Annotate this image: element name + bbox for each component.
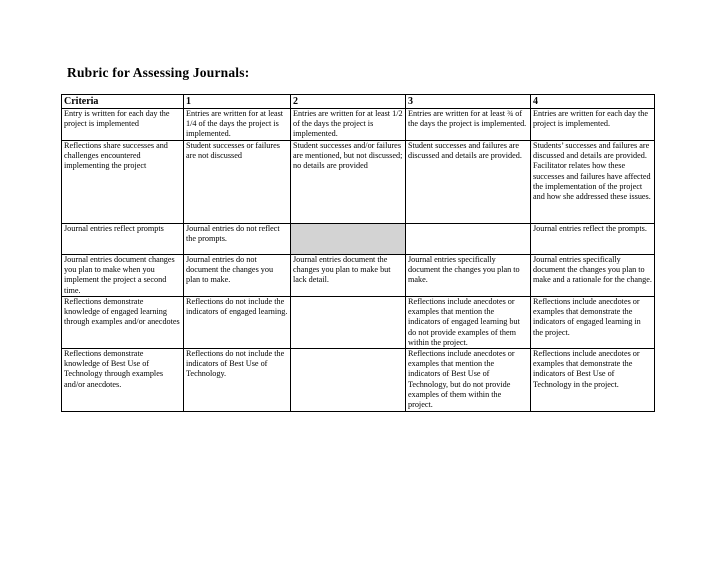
score-3-cell <box>406 224 531 255</box>
criteria-cell: Entry is written for each day the project is implemented <box>62 109 184 141</box>
score-4-cell: Reflections include anecdotes or examples that demonstrate the indicators of Best Use of Technology in the project. <box>531 349 655 412</box>
score-2-cell: Entries are written for at least 1/2 of the days the project is implemented. <box>291 109 406 141</box>
score-3-cell: Student successes and failures are discussed and details are provided. <box>406 141 531 224</box>
header-score-4: 4 <box>531 95 655 109</box>
score-2-cell-shaded <box>291 224 406 255</box>
header-criteria: Criteria <box>62 95 184 109</box>
document-title: Rubric for Assessing Journals: <box>67 65 250 80</box>
score-1-cell: Student successes or failures are not discussed <box>184 141 291 224</box>
score-3-cell: Entries are written for at least ¾ of the days the project is implemented. <box>406 109 531 141</box>
score-4-cell: Entries are written for each day the project is implemented. <box>531 109 655 141</box>
score-4-cell: Journal entries reflect the prompts. <box>531 224 655 255</box>
table-row <box>62 349 655 412</box>
table-row <box>62 109 655 141</box>
table-row <box>62 255 655 297</box>
table-row <box>62 141 655 224</box>
score-1-cell: Reflections do not include the indicators of Best Use of Technology. <box>184 349 291 412</box>
score-1-cell: Journal entries do not document the changes you plan to make. <box>184 255 291 297</box>
rubric-table <box>61 94 655 412</box>
score-4-cell: Reflections include anecdotes or examples that demonstrate the indicators of engaged learning in the project. <box>531 297 655 349</box>
criteria-cell: Reflections demonstrate knowledge of engaged learning through examples and/or anecdotes <box>62 297 184 349</box>
header-score-2: 2 <box>291 95 406 109</box>
score-3-cell: Reflections include anecdotes or examples that mention the indicators of Best Use of Technology, but do not provide examples of them within the project. <box>406 349 531 412</box>
table-header-row <box>62 95 655 109</box>
table-row <box>62 224 655 255</box>
criteria-cell: Journal entries reflect prompts <box>62 224 184 255</box>
criteria-cell: Reflections share successes and challenges encountered implementing the project <box>62 141 184 224</box>
header-score-1: 1 <box>184 95 291 109</box>
table-row <box>62 297 655 349</box>
score-1-cell: Entries are written for at least 1/4 of the days the project is implemented. <box>184 109 291 141</box>
score-1-cell: Journal entries do not reflect the prompts. <box>184 224 291 255</box>
score-4-cell: Journal entries specifically document the changes you plan to make and a rationale for the change. <box>531 255 655 297</box>
criteria-cell: Journal entries document changes you plan to make when you implement the project a second time. <box>62 255 184 297</box>
score-1-cell: Reflections do not include the indicators of engaged learning. <box>184 297 291 349</box>
score-2-cell <box>291 349 406 412</box>
criteria-cell: Reflections demonstrate knowledge of Best Use of Technology through examples and/or anecdotes. <box>62 349 184 412</box>
score-2-cell: Student successes and/or failures are mentioned, but not discussed; no details are provided <box>291 141 406 224</box>
score-3-cell: Reflections include anecdotes or examples that mention the indicators of engaged learning but do not provide examples of them within the project. <box>406 297 531 349</box>
header-score-3: 3 <box>406 95 531 109</box>
score-4-cell: Students’ successes and failures are discussed and details are provided. Facilitator relates how these successes and failures have affected the implementation of the project and how she addressed these issues. <box>531 141 655 224</box>
score-3-cell: Journal entries specifically document the changes you plan to make. <box>406 255 531 297</box>
score-2-cell: Journal entries document the changes you plan to make but lack detail. <box>291 255 406 297</box>
score-2-cell <box>291 297 406 349</box>
